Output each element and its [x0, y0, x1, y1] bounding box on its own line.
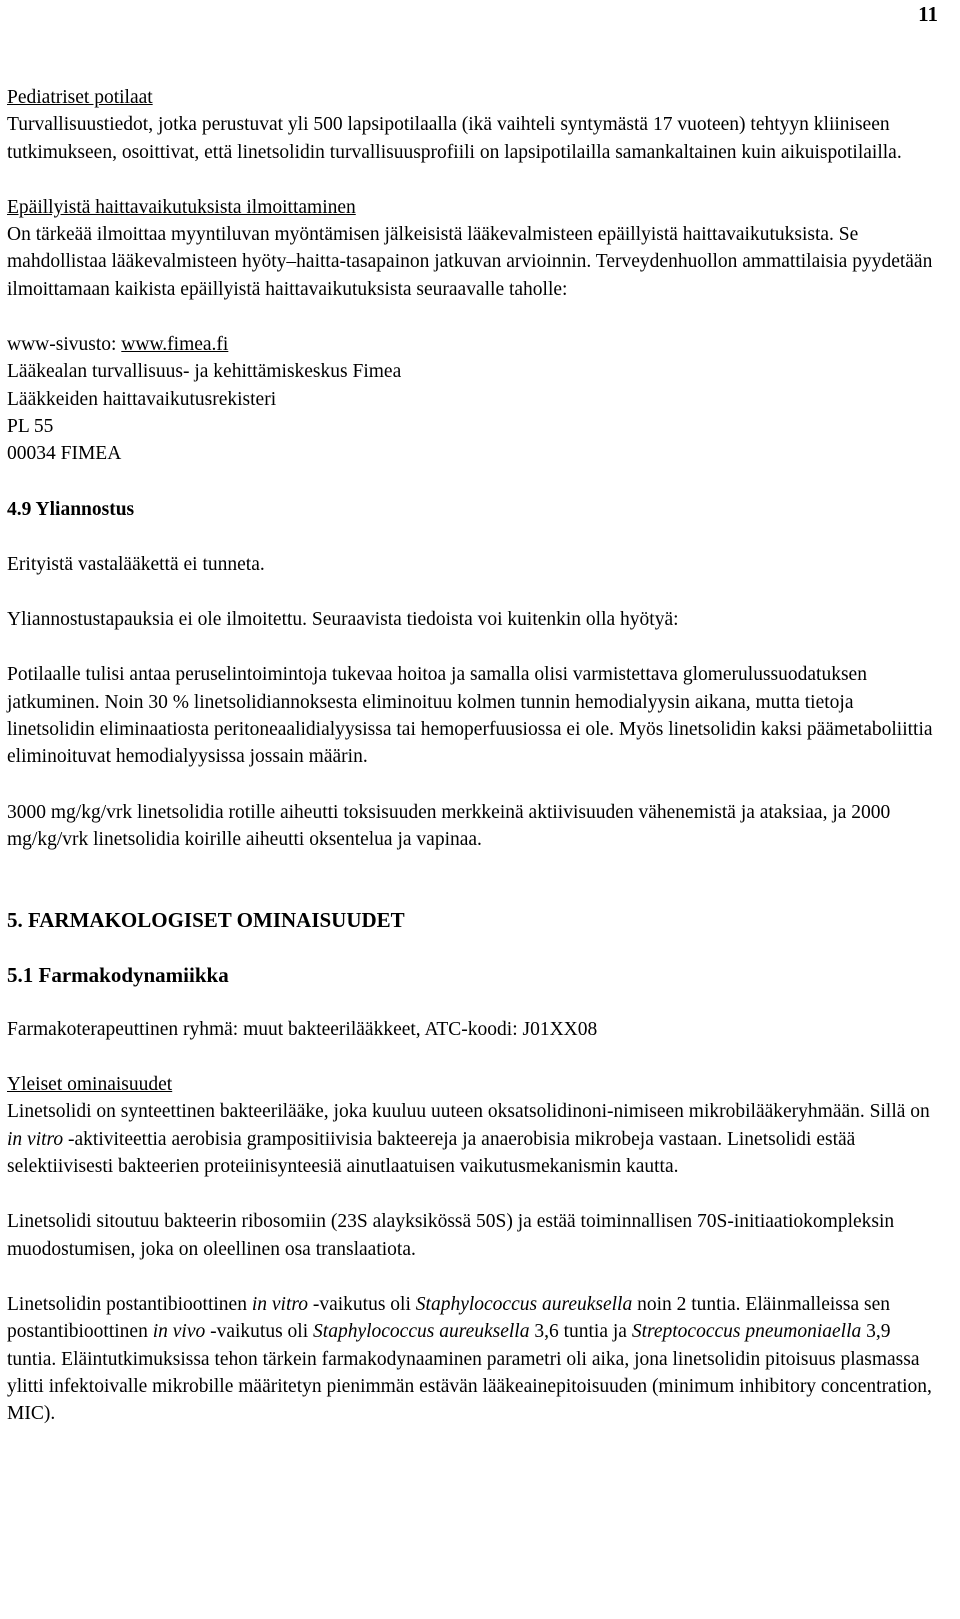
paragraph-overdose-1: Erityistä vastalääkettä ei tunneta. [7, 553, 265, 575]
paragraph-ribosome: Linetsolidi sitoutuu bakteerin ribosomiin (23S alayksikössä 50S) ja estää toiminnallisen 70S-initiaatiokompleksin muodostumisen, joka on oleellinen osa translaatiota. [7, 1211, 895, 1260]
address-line-1: Lääkealan turvallisuus- ja kehittämiskeskus Fimea [7, 361, 402, 383]
website-line [7, 331, 942, 358]
paragraph-general: Linetsolidi on synteettinen bakteerilääke, joka kuuluu uuteen oksatsolidinoni-nimiseen mikrobilääkeryhmään. Sillä on in vitro -aktiviteettia aerobisia grampositiivisia bakteereja ja anaerobisia mikrobeja vastaan. Linetsolidi estää selektiivisesti bakteerien proteiinisynteesiä ainutlaatuisen vaikutusmekanismin kautta. [7, 1101, 930, 1178]
address-line-4: 00034 FIMEA [7, 443, 122, 465]
website-link[interactable]: www.fimea.fi [121, 334, 229, 356]
section-heading-pediatric: Pediatriset potilaat [7, 87, 153, 108]
page-number: 11 [918, 2, 938, 26]
address-line-3: PL 55 [7, 415, 54, 437]
paragraph-pharmacotherapeutic-group: Farmakoterapeuttinen ryhmä: muut bakteerilääkkeet, ATC-koodi: J01XX08 [7, 1018, 598, 1040]
paragraph-overdose-3: Potilaalle tulisi antaa peruselintoimintoja tukevaa hoitoa ja samalla olisi varmistettava glomerulussuodatuksen jatkuminen. Noin 30 % linetsolidiannoksesta eliminoituu kolmen tunnin hemodialyysin aikana, mutta tietoja linetsolidin eliminaatiosta peritoneaalidialyysissa tai hemoperfuusiossa ei ole. Myös linetsolidin kaksi päämetaboliittia eliminoituvat hemodialyysissa jossain määrin. [7, 664, 933, 768]
subsection-heading-pharmacodynamics: 5.1 Farmakodynamiikka [7, 962, 229, 987]
section-heading-reporting: Epäillyistä haittavaikutuksista ilmoittaminen [7, 196, 356, 218]
paragraph-postantibiotic: Linetsolidin postantibioottinen in vitro -vaikutus oli Staphylococcus aureuksella noin 2 tuntia. Eläinmalleissa sen postantibioottinen in vivo -vaikutus oli Staphylococcus aureuksella 3,6 tuntia ja Streptococcus pneumoniaella 3,9 tuntia. Eläintutkimuksissa tehon tärkein farmakodynaaminen parametri oli aika, jona linetsolidin pitoisuus plasmassa ylitti infektoivalle mikrobille määritetyn pienimmän estävän lääkeainepitoisuuden (minimum inhibitory concentration, MIC). [7, 1293, 932, 1425]
address-line-2: Lääkkeiden haittavaikutusrekisteri [7, 388, 277, 410]
paragraph-overdose-2: Yliannostustapauksia ei ole ilmoitettu. Seuraavista tiedoista voi kuitenkin olla hyötyä: [7, 609, 679, 631]
section-heading-general: Yleiset ominaisuudet [7, 1074, 173, 1096]
paragraph-overdose-4: 3000 mg/kg/vrk linetsolidia rotille aiheutti toksisuuden merkkeinä aktiivisuuden vähenemistä ja ataksiaa, ja 2000 mg/kg/vrk linetsolidia koirille aiheutti oksentelua ja vapinaa. [7, 801, 891, 850]
paragraph-reporting: On tärkeää ilmoittaa myyntiluvan myöntämisen jälkeisistä lääkevalmisteen epäillyistä haittavaikutuksista. Se mahdollistaa lääkevalmisteen hyöty–haitta-tasapainon jatkuvan arvioinnin. Terveydenhuollon ammattilaisia pyydetään ilmoittamaan kaikista epäillyistä haittavaikutuksista seuraavalle taholle: [7, 224, 933, 300]
paragraph-pediatric: Turvallisuustiedot, jotka perustuvat yli 500 lapsipotilaalla (ikä vaihteli syntymästä 17 vuoteen) tehtyyn kliiniseen tutkimukseen, osoittivat, että linetsolidin turvallisuusprofiili on lapsipotilailla samankaltainen kuin aikuispotilailla. [7, 114, 902, 163]
section-heading-pharmacology: 5. FARMAKOLOGISET OMINAISUUDET [7, 908, 405, 933]
website-label: www-sivusto: [7, 334, 122, 356]
document-body [7, 84, 942, 1427]
section-heading-overdose: 4.9 Yliannostus [7, 498, 135, 520]
